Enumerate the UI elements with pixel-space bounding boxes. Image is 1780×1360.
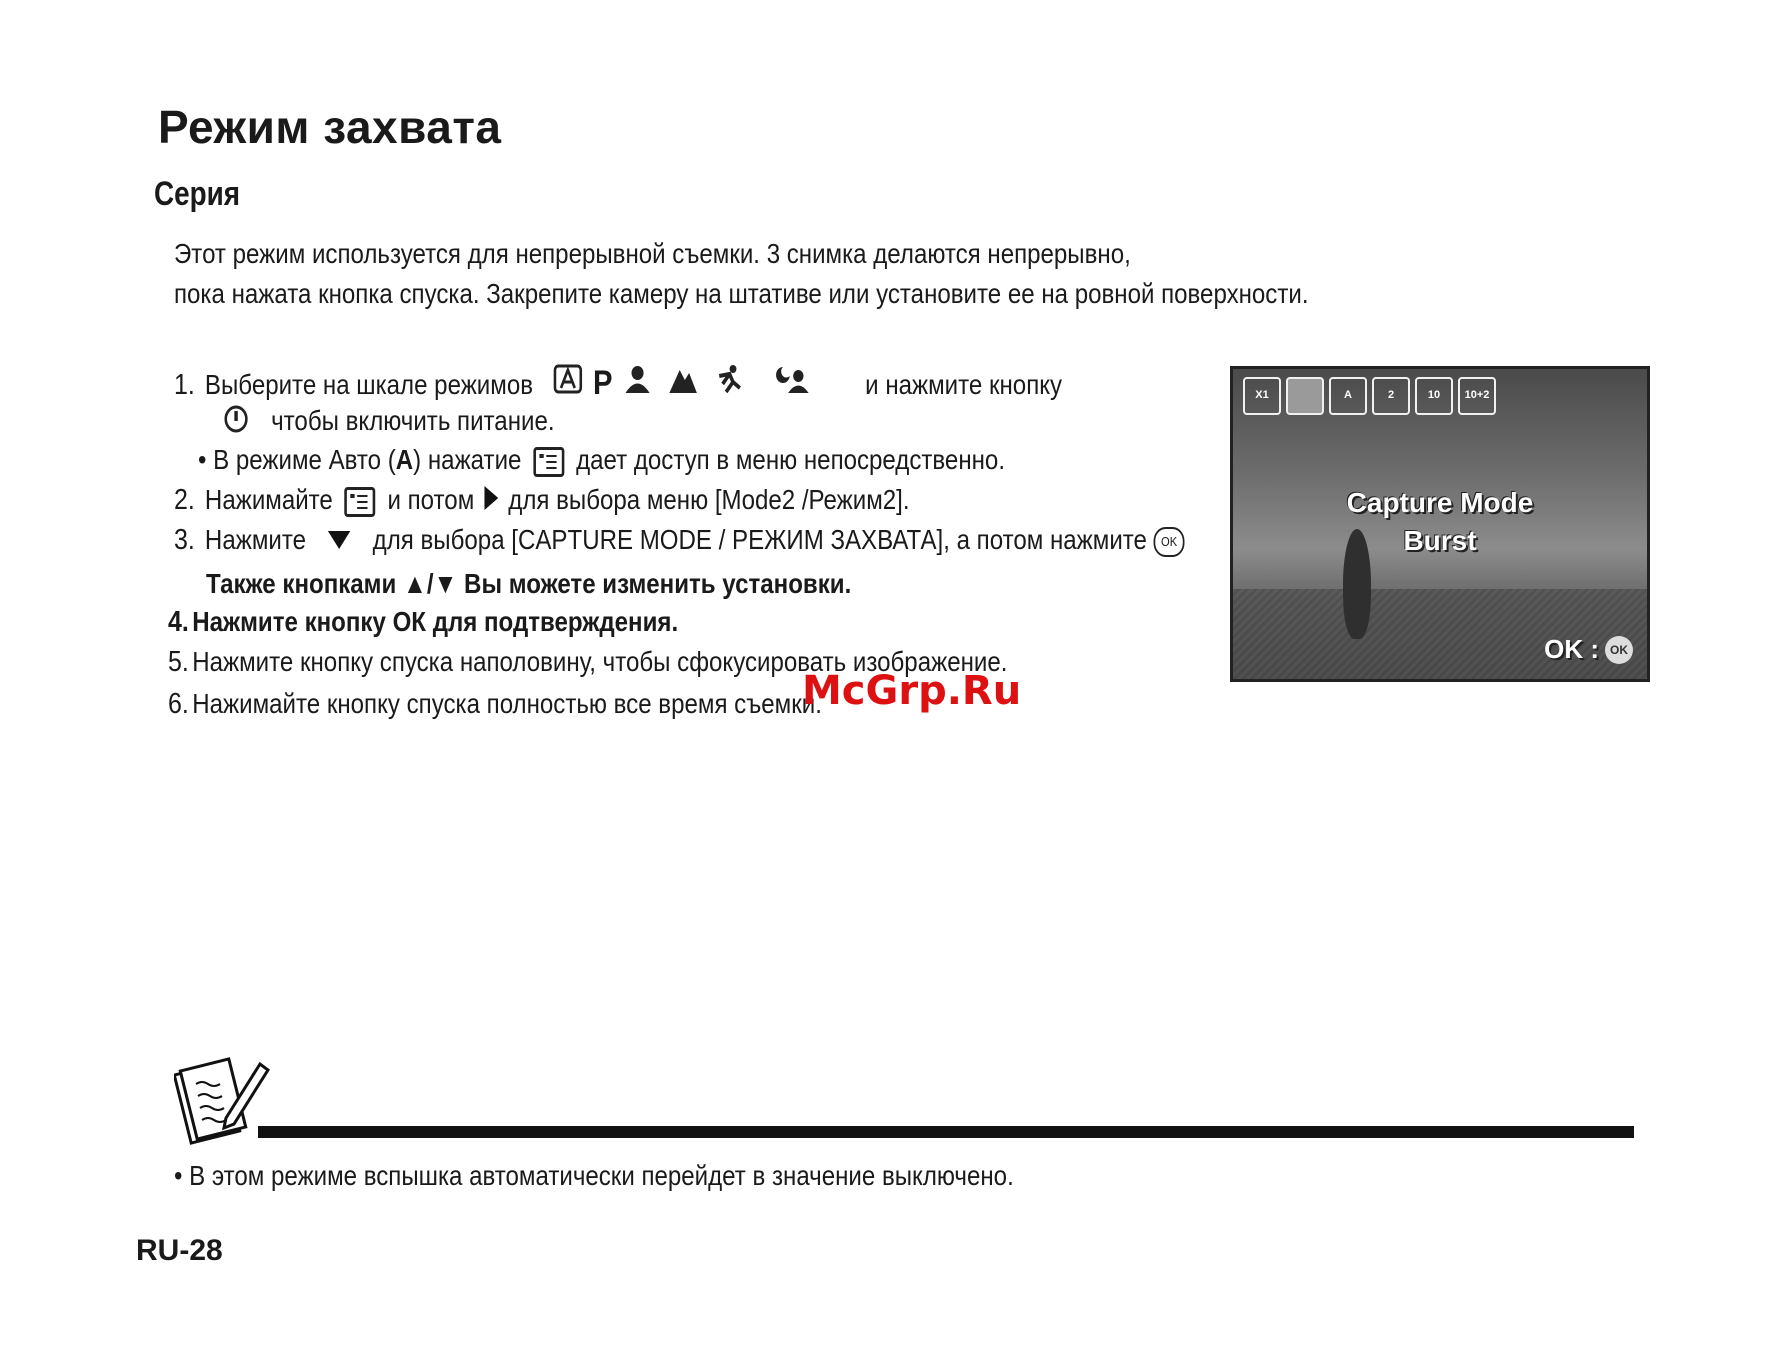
step-number: 4. (168, 606, 189, 638)
auto-bracket-icon: A (1329, 377, 1367, 415)
note-divider (258, 1126, 1634, 1138)
step-number: 2. (174, 484, 195, 516)
step-4 (168, 606, 678, 639)
bullet-text-mid: ) нажатие (413, 444, 522, 475)
single-shot-icon: X1 (1243, 377, 1281, 415)
section-subtitle: Серия (154, 175, 241, 213)
step-1-continued (218, 404, 555, 441)
watermark: McGrp.Ru (802, 668, 1022, 714)
auto-mode-icon (553, 364, 582, 403)
self-timer-2-icon: 2 (1372, 377, 1410, 415)
step-text-end: для выбора меню [Mode2 /Режим2]. (508, 484, 910, 515)
step-number: 5. (168, 646, 189, 678)
step-text-end: и нажмите кнопку (865, 369, 1063, 400)
self-timer-10-icon: 10 (1415, 377, 1453, 415)
step-number: 6. (168, 688, 189, 720)
intro-line-1: Этот режим используется для непрерывной съемки. 3 снимка делаются непрерывно, (174, 238, 1131, 269)
step-number: 3. (174, 524, 195, 556)
step-text-mid: и потом (387, 484, 475, 515)
page-title: Режим захвата (158, 101, 502, 153)
mode-dial-icons (548, 364, 815, 403)
sport-mode-icon (714, 364, 743, 403)
step-text: Нажмите кнопку спуска наполовину, чтобы сфокусировать изображение. (192, 646, 1008, 677)
auto-mode-letter: A (395, 444, 414, 475)
step-3 (174, 524, 1185, 558)
page-number: RU-28 (136, 1234, 223, 1267)
step-3-continued (206, 568, 851, 600)
program-mode-label: P (593, 364, 613, 402)
camera-lcd-screenshot (1230, 366, 1650, 682)
lcd-ok-hint (1544, 634, 1633, 665)
portrait-mode-icon (623, 364, 652, 403)
bullet-text-end: дает доступ в меню непосредственно. (576, 444, 1006, 475)
landscape-mode-icon (668, 364, 699, 403)
step-text-end: для выбора [CAPTURE MODE / РЕЖИМ ЗАХВАТА], а потом нажмите (372, 524, 1147, 555)
intro-line-2: пока нажата кнопка спуска. Закрепите камеру на штативе или установите ее на ровной поверхности. (174, 278, 1309, 309)
menu-button-icon (533, 447, 564, 477)
up-down-arrows: ▲/▼ (402, 568, 458, 599)
lcd-caption-value: Burst (1403, 525, 1477, 556)
notepad-pencil-icon (174, 1054, 270, 1146)
step-text: чтобы включить питание. (271, 404, 555, 436)
step-text-end: Вы можете изменить установки. (464, 568, 852, 599)
step-text: Нажимайте кнопку спуска полностью все время съемки. (192, 688, 822, 719)
auto-mode-note (198, 444, 1005, 477)
power-icon (223, 404, 249, 441)
step-text: Выберите на шкале режимов (204, 369, 534, 400)
step-text: Нажмите кнопку ОК для подтверждения. (192, 606, 679, 637)
step-text: Нажмите (204, 524, 306, 555)
arrow-down-icon (326, 526, 352, 558)
step-2 (174, 484, 910, 519)
ok-label: OK : (1544, 634, 1599, 664)
step-number: 1. (174, 369, 195, 401)
bullet-text: • В режиме Авто ( (198, 444, 396, 475)
step-1 (174, 364, 1062, 403)
step-text: Также кнопками (206, 568, 397, 599)
step-text: Нажимайте (204, 484, 333, 515)
burst-mode-icon (1286, 377, 1324, 415)
step-6 (168, 688, 822, 721)
ok-button-icon: OK (1605, 636, 1633, 664)
lcd-caption-title: Capture Mode (1346, 487, 1534, 518)
menu-button-icon (345, 487, 376, 517)
arrow-right-icon (483, 484, 500, 519)
capture-mode-icons (1243, 377, 1496, 415)
self-timer-10-2-icon: 10+2 (1458, 377, 1496, 415)
night-portrait-mode-icon (776, 364, 810, 403)
ok-button-icon: OK (1154, 527, 1185, 557)
note-text: • В этом режиме вспышка автоматически перейдет в значение выключено. (174, 1160, 1014, 1191)
